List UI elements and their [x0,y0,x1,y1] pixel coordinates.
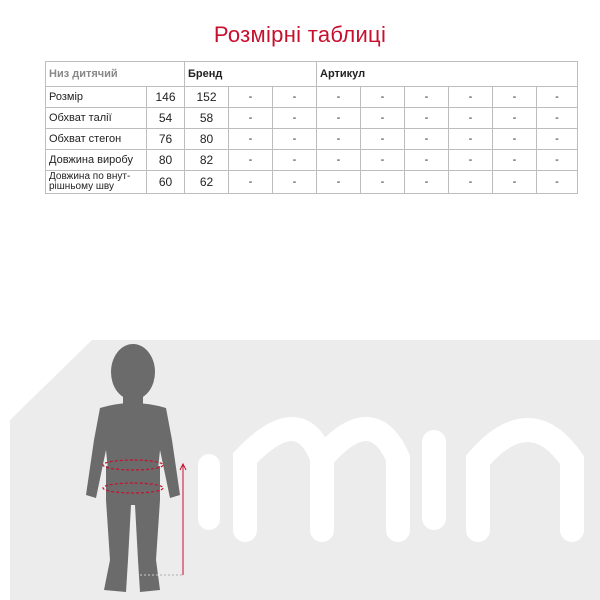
table-cell: - [229,150,273,171]
row-label-inseam-line-1: Довжина по внут- [49,171,131,182]
table-cell: - [273,87,317,108]
table-cell: 146 [147,87,185,108]
table-cell: - [493,171,537,194]
table-cell: - [273,171,317,194]
table-cell: 82 [185,150,229,171]
page-title: Розмірні таблиці [213,22,387,47]
group-header-article: Артикул [317,62,578,87]
table-cell: - [317,129,361,150]
group-header-brand: Бренд [185,62,317,87]
table-cell: - [361,108,405,129]
wordmark-letter-i-stem [198,454,220,530]
table-row [46,171,578,194]
table-cell: 80 [185,129,229,150]
measurement-illustration [0,300,600,600]
table-cell: - [537,150,578,171]
table-cell: - [493,129,537,150]
table-cell: - [405,171,449,194]
table-cell: - [317,171,361,194]
table-cell: 80 [147,150,185,171]
table-cell: 58 [185,108,229,129]
table-row [46,108,578,129]
table-cell: 152 [185,87,229,108]
row-label-hips: Обхват стегон [46,129,147,150]
table-cell: 54 [147,108,185,129]
table-row [46,129,578,150]
table-cell: - [361,87,405,108]
table-cell: - [273,129,317,150]
table-cell: - [361,171,405,194]
table-cell: - [449,171,493,194]
table-cell: - [229,87,273,108]
table-cell: - [229,108,273,129]
table-cell: - [317,108,361,129]
table-cell: - [405,108,449,129]
size-table [45,61,578,194]
table-cell: 76 [147,129,185,150]
table-cell: - [493,150,537,171]
row-label-inseam-line-2: рішньому шву [49,181,114,192]
table-cell: 60 [147,171,185,194]
row-label-length: Довжина виробу [46,150,147,171]
table-cell: - [361,129,405,150]
table-row [46,87,578,108]
table-cell: - [537,129,578,150]
table-cell: - [273,108,317,129]
table-cell: - [537,87,578,108]
table-cell: - [449,129,493,150]
row-label-waist: Обхват талії [46,108,147,129]
table-cell: - [449,108,493,129]
table-cell: 62 [185,171,229,194]
wordmark-letter-i [422,430,446,530]
table-cell: - [361,150,405,171]
table-cell: - [449,87,493,108]
table-cell: - [229,171,273,194]
table-cell: - [405,150,449,171]
table-cell: - [405,87,449,108]
table-cell: - [537,171,578,194]
table-cell: - [229,129,273,150]
row-label-inseam [46,171,147,194]
table-cell: - [273,150,317,171]
table-cell: - [493,87,537,108]
table-cell: - [405,129,449,150]
table-cell: - [317,150,361,171]
table-row [46,150,578,171]
table-group-header-row [46,62,578,87]
table-cell: - [537,108,578,129]
row-label-size: Розмір [46,87,147,108]
table-cell: - [493,108,537,129]
head [111,344,155,400]
table-cell: - [317,87,361,108]
table-cell: - [449,150,493,171]
group-header-kids-bottom: Низ дитячий [46,62,185,87]
